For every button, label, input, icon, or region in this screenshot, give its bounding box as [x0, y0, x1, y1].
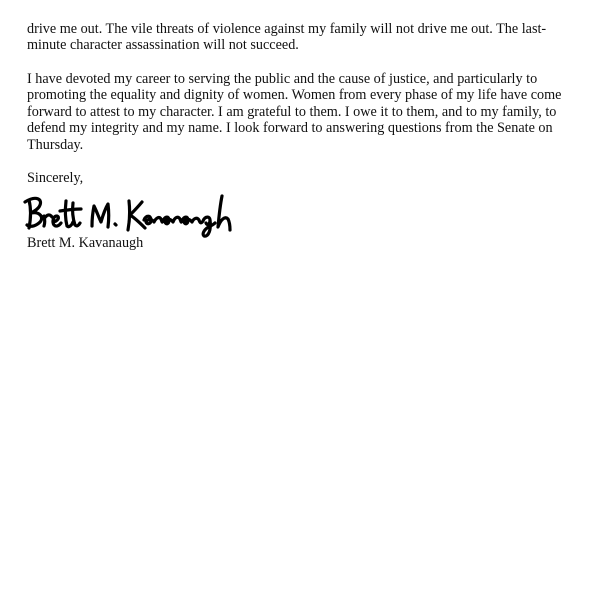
closing: Sincerely, — [27, 170, 84, 186]
signature-name: Brett M. Kavanaugh — [27, 235, 144, 251]
paragraph-2-line-5: Thursday. — [27, 137, 84, 153]
paragraph-2-line-3: forward to attest to my character. I am grateful to them. I owe it to them, and to my family, to — [27, 104, 557, 120]
paragraph-1-line-1: drive me out. The vile threats of violence against my family will not drive me out. The last- — [27, 21, 547, 37]
paragraph-2-line-1: I have devoted my career to serving the public and the cause of justice, and particularly to — [27, 71, 538, 87]
handwritten-signature — [22, 192, 247, 238]
paragraph-2-line-2: promoting the equality and dignity of women. Women from every phase of my life have come — [27, 87, 562, 103]
paragraph-1-line-2: minute character assassination will not succeed. — [27, 37, 299, 53]
paragraph-2-line-4: defend my integrity and my name. I look forward to answering questions from the Senate on — [27, 120, 553, 136]
